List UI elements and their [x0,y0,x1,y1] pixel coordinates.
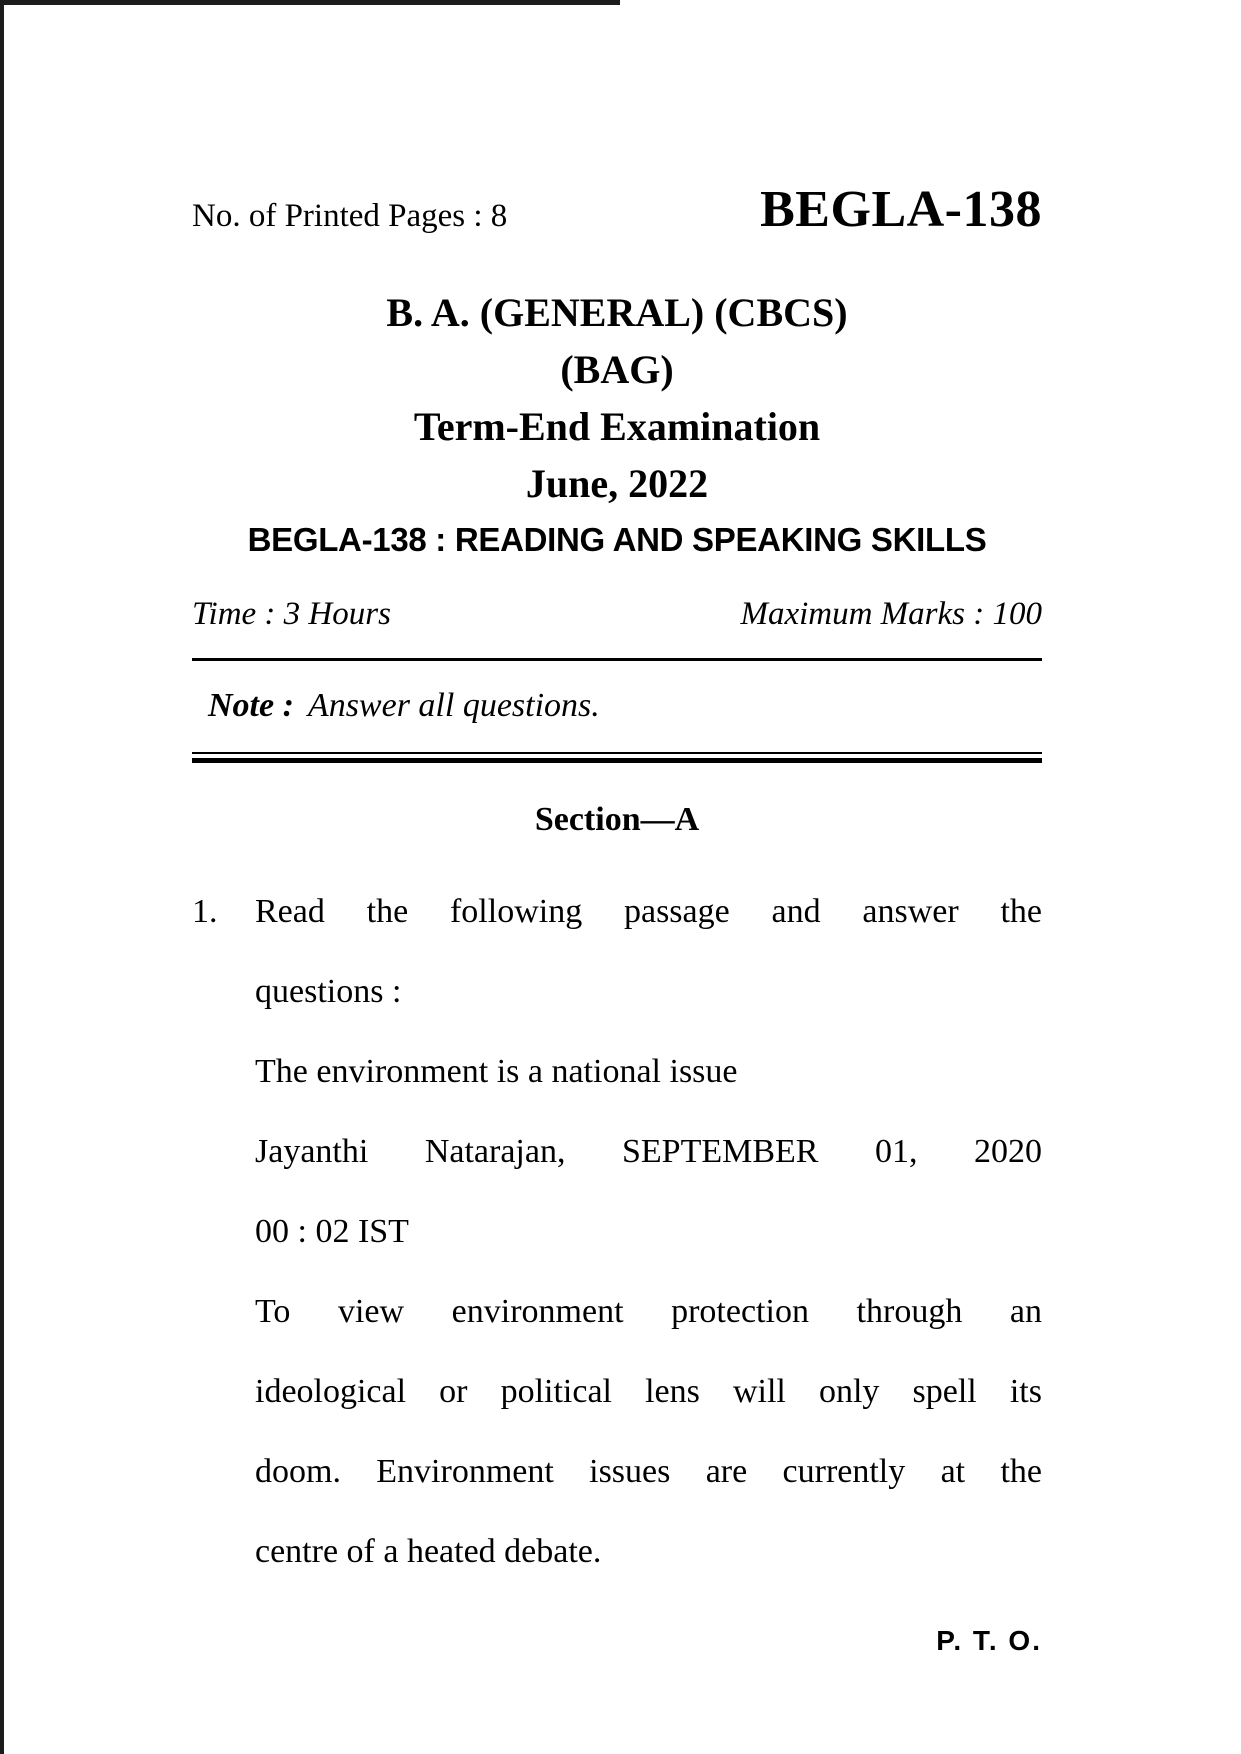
passage-line-9: centre of a heated debate. [255,1533,602,1570]
title-block [192,284,1042,512]
note-label: Note : [208,687,294,724]
page-content [192,0,1042,1754]
passage-line-1: Read the following passage and answer the [255,893,1042,930]
question-number: 1. [192,893,218,930]
passage-line-3: The environment is a national issue [255,1053,738,1090]
meta-row [192,592,1042,636]
pto-label: P. T. O. [936,1625,1042,1656]
programme-abbr: (BAG) [560,347,674,392]
passage-line-8: doom. Environment issues are currently at the [255,1453,1042,1490]
note-text: Answer all questions. [307,687,600,724]
exam-session: June, 2022 [525,461,709,506]
passage-line-4: Jayanthi Natarajan, SEPTEMBER 01, 2020 [255,1133,1042,1170]
maximum-marks: Maximum Marks : 100 [740,596,1042,632]
course-title: BEGLA-138 : READING AND SPEAKING SKILLS [247,521,987,558]
note-line [192,682,1042,730]
time-allowed: Time : 3 Hours [192,596,391,632]
divider-double [192,752,1042,763]
paper-code: BEGLA-138 [760,181,1042,238]
programme-title: B. A. (GENERAL) (CBCS) [386,290,848,335]
passage-line-7: ideological or political lens will only spell its [255,1373,1042,1410]
divider-single [192,658,1042,661]
section-title: Section—A [534,801,700,838]
scan-edge-left [0,0,4,1754]
page-header [192,180,1042,239]
passage-line-6: To view environment protection through an [255,1293,1042,1330]
passage-line-2: questions : [255,973,402,1010]
passage-line-5: 00 : 02 IST [255,1213,409,1250]
printed-pages-label: No. of Printed Pages : 8 [192,198,508,234]
exam-title: Term-End Examination [413,404,821,449]
question-1 [192,872,1042,1592]
